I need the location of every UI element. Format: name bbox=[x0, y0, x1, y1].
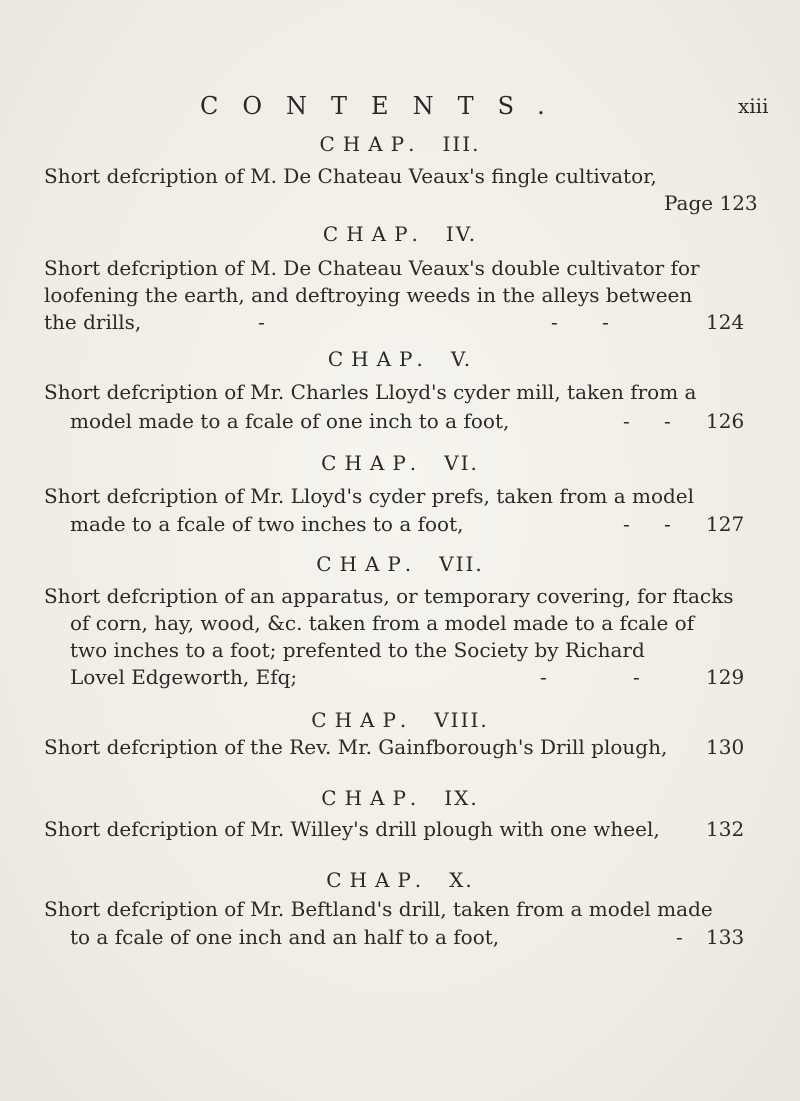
page-header bbox=[0, 92, 800, 122]
entry-text: Lovel Edgeworth, Efq; bbox=[70, 665, 298, 689]
leader-dash: - bbox=[623, 512, 630, 536]
entry-text: Short defcription of Mr. Beftland's drill, taken from a model made bbox=[44, 897, 713, 921]
leader-dash: - bbox=[676, 925, 683, 949]
leader-dash: - bbox=[633, 665, 640, 689]
chapter-label: CHAP. bbox=[319, 132, 423, 156]
entry-page-number: 129 bbox=[706, 665, 745, 689]
entry-text: Short defcription of M. De Chateau Veaux's fingle cultivator, bbox=[44, 164, 657, 188]
leader-dash: - bbox=[602, 310, 609, 334]
entry-page-number: 127 bbox=[706, 512, 745, 536]
entry-text: Short defcription of Mr. Lloyd's cyder prefs, taken from a model bbox=[44, 484, 695, 508]
chapter-number: X. bbox=[449, 868, 474, 892]
chapter-number: III. bbox=[442, 132, 481, 156]
chapter-number: IV. bbox=[445, 222, 478, 246]
entry-page-reference: Page 123 bbox=[664, 191, 758, 215]
leader-dash: - bbox=[664, 409, 671, 433]
entry-page-number: 132 bbox=[706, 817, 745, 841]
entry-text: two inches to a foot; prefented to the Society by Richard bbox=[70, 638, 645, 662]
entry-text: model made to a fcale of one inch to a foot, bbox=[70, 409, 510, 433]
page-number: xiii bbox=[738, 94, 769, 118]
entry-text: loofening the earth, and deftroying weeds in the alleys between bbox=[44, 283, 693, 307]
chapter-label: CHAP. bbox=[326, 868, 430, 892]
leader-dash: - bbox=[540, 665, 547, 689]
chapter-label: CHAP. bbox=[327, 347, 431, 371]
entry-page-number: 130 bbox=[706, 735, 745, 759]
entry-text: Short defcription of M. De Chateau Veaux's double cultivator for bbox=[44, 256, 700, 280]
entry-page-number: 126 bbox=[706, 409, 745, 433]
entry-text: Short defcription of an apparatus, or temporary covering, for ftacks bbox=[44, 584, 734, 608]
chapter-heading bbox=[0, 222, 800, 246]
leader-dash: - bbox=[258, 310, 265, 334]
chapter-label: CHAP. bbox=[322, 222, 426, 246]
chapter-label: CHAP. bbox=[316, 552, 420, 576]
entry-text: made to a fcale of two inches to a foot, bbox=[70, 512, 464, 536]
entry-text: the drills, bbox=[44, 310, 142, 334]
entry-text: of corn, hay, wood, &c. taken from a model made to a fcale of bbox=[70, 611, 695, 635]
entry-text: Short defcription of Mr. Charles Lloyd's cyder mill, taken from a bbox=[44, 380, 697, 404]
chapter-number: VIII. bbox=[434, 708, 489, 732]
entry-text: Short defcription of Mr. Willey's drill plough with one wheel, bbox=[44, 817, 660, 841]
entry-text: Short defcription of the Rev. Mr. Gainfborough's Drill plough, bbox=[44, 735, 668, 759]
chapter-heading bbox=[0, 786, 800, 810]
chapter-label: CHAP. bbox=[321, 451, 425, 475]
page-title: CONTENTS. bbox=[200, 92, 569, 120]
entry-page-number: 133 bbox=[706, 925, 745, 949]
leader-dash: - bbox=[551, 310, 558, 334]
chapter-heading bbox=[0, 451, 800, 475]
chapter-heading bbox=[0, 868, 800, 892]
entry-page-number: 124 bbox=[706, 310, 745, 334]
chapter-heading bbox=[0, 552, 800, 576]
chapter-heading bbox=[0, 347, 800, 371]
chapter-heading bbox=[0, 708, 800, 732]
chapter-label: CHAP. bbox=[321, 786, 425, 810]
chapter-heading bbox=[0, 132, 800, 156]
chapter-number: VI. bbox=[444, 451, 479, 475]
chapter-number: VII. bbox=[439, 552, 484, 576]
chapter-number: V. bbox=[450, 347, 473, 371]
leader-dash: - bbox=[623, 409, 630, 433]
chapter-label: CHAP. bbox=[311, 708, 415, 732]
chapter-number: IX. bbox=[444, 786, 479, 810]
leader-dash: - bbox=[664, 512, 671, 536]
entry-text: to a fcale of one inch and an half to a foot, bbox=[70, 925, 500, 949]
